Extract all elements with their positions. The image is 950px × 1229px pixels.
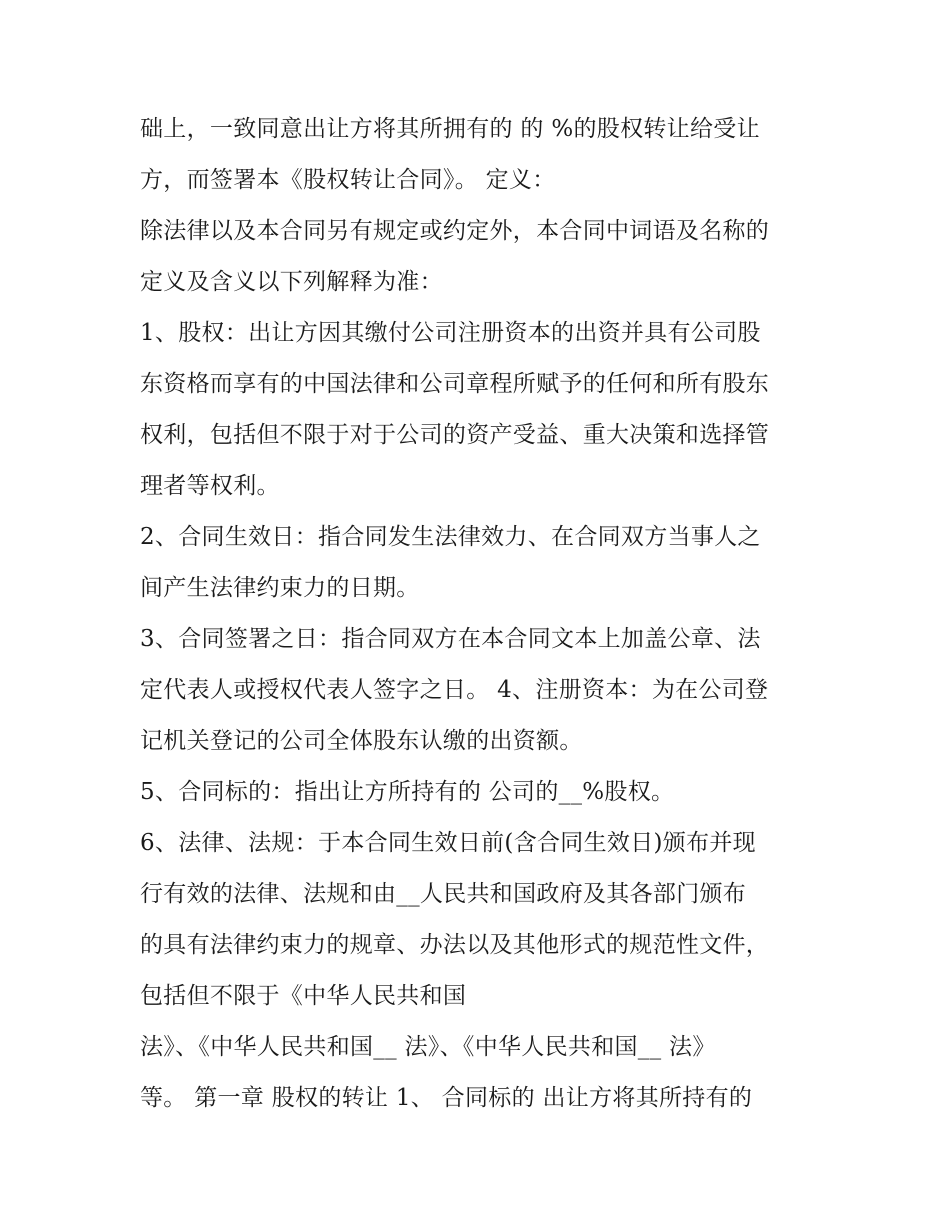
- text-line: 权利，包括但不限于对于公司的资产受益、重大决策和选择管: [140, 422, 770, 448]
- text-line: 定代表人或授权代表人签字之日。 4、注册资本：为在公司登: [140, 677, 769, 703]
- text-line: 记机关登记的公司全体股东认缴的出资额。: [140, 728, 583, 754]
- text-line: 东资格而享有的中国法律和公司章程所赋予的任何和所有股东: [140, 371, 770, 397]
- text-line: 间产生法律约束力的日期。: [140, 575, 420, 601]
- text-line: 方，而签署本《股权转让合同》。 定义：: [140, 167, 556, 193]
- document-body: [140, 104, 820, 1124]
- text-line: 1、股权：出让方因其缴付公司注册资本的出资并具有公司股: [140, 320, 761, 346]
- text-line: 法》、《中华人民共和国__ 法》、《中华人民共和国__ 法》: [140, 1034, 716, 1060]
- text-line: 等。 第一章 股权的转让 1、 合同标的 出让方将其所持有的: [140, 1085, 753, 1111]
- text-line: 3、合同签署之日：指合同双方在本合同文本上加盖公章、法: [140, 626, 761, 652]
- text-line: 的具有法律约束力的规章、办法以及其他形式的规范性文件，: [140, 932, 770, 958]
- text-line: 定义及含义以下列解释为准：: [140, 269, 443, 295]
- text-line: 2、合同生效日：指合同发生法律效力、在合同双方当事人之: [140, 524, 761, 550]
- text-line: 5、合同标的：指出让方所持有的 公司的__%股权。: [140, 779, 675, 805]
- text-line: 行有效的法律、法规和由__人民共和国政府及其各部门颁布: [140, 881, 747, 907]
- text-line: 6、法律、法规：于本合同生效日前(含合同生效日)颁布并现: [140, 830, 756, 856]
- text-line: 包括但不限于《中华人民共和国: [140, 983, 467, 1009]
- text-line: 除法律以及本合同另有规定或约定外，本合同中词语及名称的: [140, 218, 770, 244]
- text-line: 理者等权利。: [140, 473, 280, 499]
- text-line: 础上，一致同意出让方将其所拥有的 的 %的股权转让给受让: [140, 116, 760, 142]
